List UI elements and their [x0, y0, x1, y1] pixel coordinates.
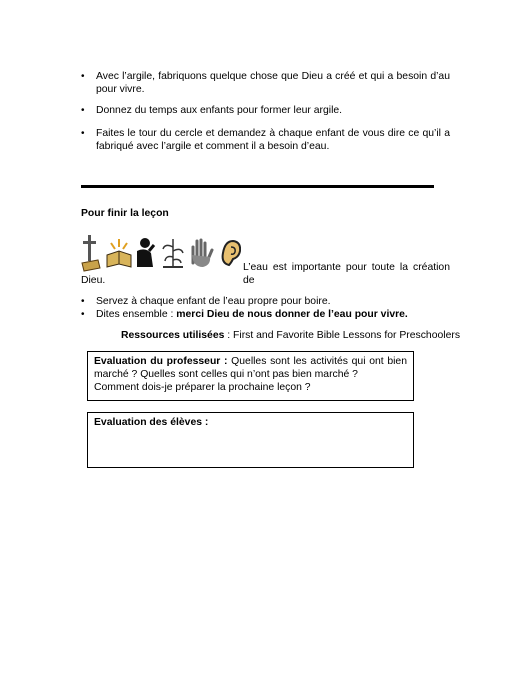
- teacher-evaluation-question: Quelles sont les activités qui ont bien: [227, 356, 407, 367]
- bullet-marker: •: [81, 309, 85, 320]
- intro-text-continued: Dieu.: [81, 275, 106, 286]
- resources-line: [121, 329, 460, 342]
- list-item: Avec l’argile, fabriquons quelque chose que Dieu a créé et qui a besoin d’au pour vivre.: [96, 71, 450, 95]
- section-divider: [81, 185, 434, 188]
- teacher-evaluation-line1: [94, 355, 407, 368]
- list-item: Faites le tour du cercle et demandez à chaque enfant de vous dire ce qu’il a fabriqué avec l’argile et comment il a besoin d’eau.: [96, 128, 450, 152]
- student-evaluation-box: [87, 412, 414, 468]
- student-evaluation-label: Evaluation des élèves :: [94, 417, 209, 428]
- bullet-marker: •: [81, 105, 85, 116]
- icon-strip: [81, 233, 241, 273]
- list-item: Donnez du temps aux enfants pour former leur argile.: [96, 105, 343, 116]
- list-item: [96, 308, 408, 321]
- list-item-emphasis: merci Dieu de nous donner de l’eau pour vivre.: [176, 309, 408, 320]
- teacher-evaluation-box: [87, 351, 414, 401]
- section-heading: Pour finir la leçon: [81, 208, 169, 219]
- raised-hand-icon: [192, 240, 212, 267]
- resources-text: : First and Favorite Bible Lessons for Preschoolers: [224, 330, 461, 341]
- teacher-evaluation-line2: marché ? Quelles sont celles qui n’ont pas bien marché ?: [94, 369, 358, 380]
- teacher-evaluation-line3: Comment dois-je préparer la prochaine leçon ?: [94, 382, 311, 393]
- cross-bible-icon: [82, 235, 100, 271]
- teacher-evaluation-label: Evaluation du professeur :: [94, 356, 228, 367]
- resources-label: Ressources utilisées: [121, 330, 225, 341]
- intro-text: L’eau est importante pour toute la création de: [243, 262, 450, 286]
- bullet-marker: •: [81, 128, 85, 139]
- bullet-marker: •: [81, 296, 85, 307]
- list-item-prefix: Dites ensemble :: [96, 309, 177, 320]
- list-item: Servez à chaque enfant de l’eau propre pour boire.: [96, 296, 331, 307]
- open-bible-icon: [107, 239, 131, 267]
- bullet-marker: •: [81, 71, 85, 82]
- plant-icon: [163, 239, 183, 267]
- praying-child-icon: [137, 238, 154, 267]
- ear-icon: [223, 241, 241, 265]
